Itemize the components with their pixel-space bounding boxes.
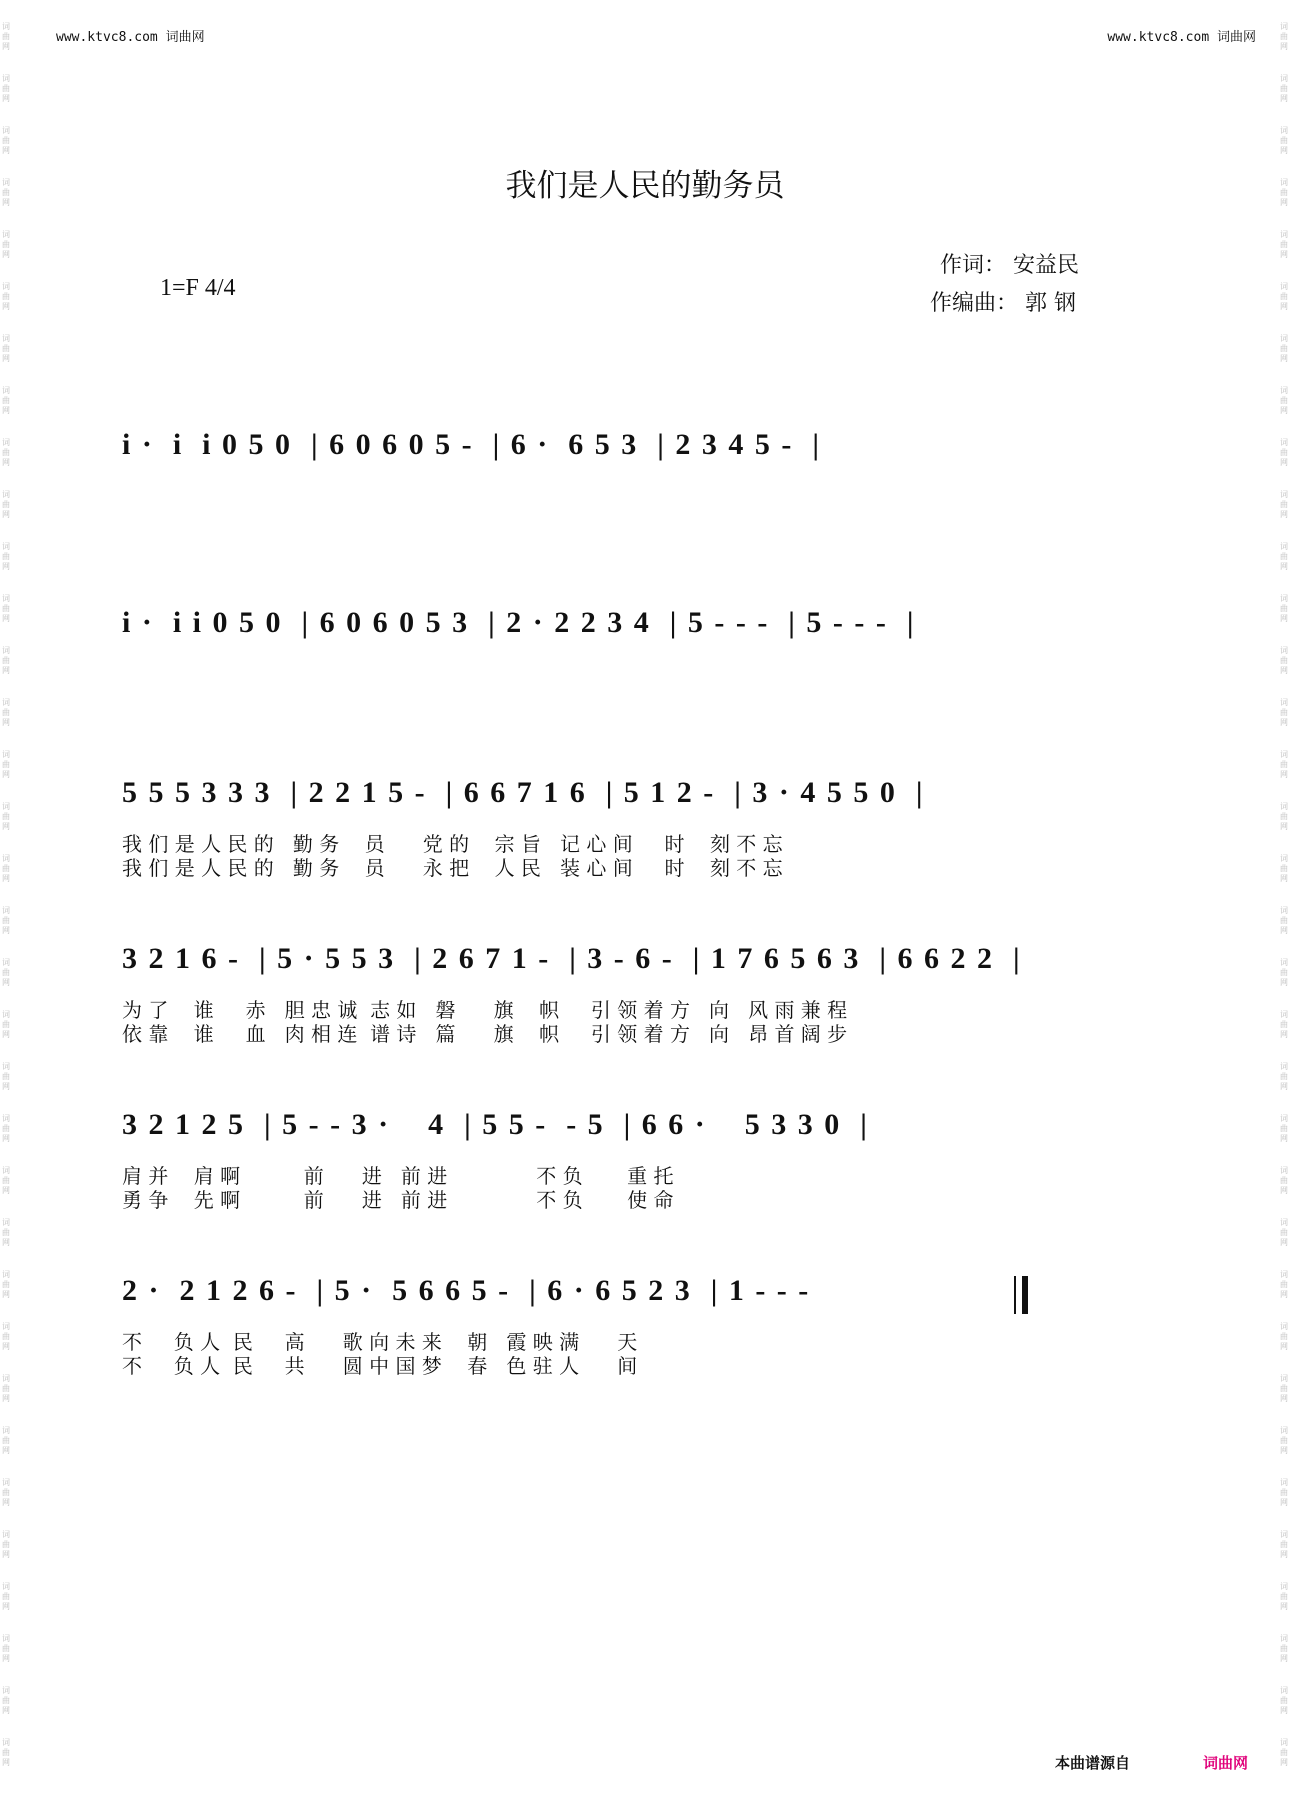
lyrics-line-5-verse-1: 肩 并 肩 啊 前 进 前 进 不 负 重 托 (122, 1164, 674, 1188)
watermark-text: 词 曲 网 (2, 1166, 10, 1195)
footer-source-text: 本曲谱源自 (1055, 1754, 1131, 1772)
lyrics-line-4-verse-1: 为 了 谁 赤 胆 忠 诚 志 如 磐 旗 帜 引 领 着 方 向 风 雨 兼 程 (122, 998, 848, 1022)
final-barline-thin (1014, 1276, 1016, 1314)
watermark-text: 词 曲 网 (1280, 646, 1288, 675)
watermark-text: 词 曲 网 (2, 1426, 10, 1455)
song-title: 我们是人民的勤务员 (505, 168, 785, 204)
lyrics-line-5-verse-2: 勇 争 先 啊 前 进 前 进 不 负 使 命 (122, 1188, 674, 1212)
watermark-text: 词 曲 网 (1280, 178, 1288, 207)
watermark-text: 词 曲 网 (1280, 126, 1288, 155)
watermark-text: 词 曲 网 (1280, 230, 1288, 259)
site-url-text: www.ktvc8.com (56, 30, 158, 45)
watermark-text: 词 曲 网 (2, 230, 10, 259)
site-url-left[interactable] (56, 26, 205, 45)
watermark-text: 词 曲 网 (2, 1634, 10, 1663)
watermark-text: 词 曲 网 (2, 1686, 10, 1715)
watermark-text: 词 曲 网 (2, 178, 10, 207)
score-line-6: 2 · 2 1 2 6 - | 5 · 5 6 6 5 - | 6 · 6 5 2 3 | 1 - - - (122, 1274, 811, 1307)
watermark-text: 词 曲 网 (1280, 1530, 1288, 1559)
watermark-text: 词 曲 网 (2, 1218, 10, 1247)
watermark-text: 词 曲 网 (2, 1374, 10, 1403)
watermark-text: 词 曲 网 (2, 334, 10, 363)
watermark-text: 词 曲 网 (1280, 854, 1288, 883)
watermark-text: 词 曲 网 (2, 958, 10, 987)
watermark-text: 词 曲 网 (1280, 594, 1288, 623)
watermark-text: 词 曲 网 (2, 750, 10, 779)
site-url-text: www.ktvc8.com (1107, 30, 1210, 45)
watermark-text: 词 曲 网 (2, 1582, 10, 1611)
watermark-text: 词 曲 网 (1280, 22, 1288, 51)
lyrics-line-3-verse-2: 我 们 是 人 民 的 勤 务 员 永 把 人 民 装 心 间 时 刻 不 忘 (122, 856, 783, 880)
final-barline-thick (1022, 1276, 1028, 1314)
watermark-text: 词 曲 网 (2, 490, 10, 519)
watermark-text: 词 曲 网 (1280, 438, 1288, 467)
watermark-text: 词 曲 网 (2, 646, 10, 675)
watermark-text: 词 曲 网 (1280, 1478, 1288, 1507)
watermark-text: 词 曲 网 (2, 438, 10, 467)
score-line-4: 3 2 1 6 - | 5 · 5 5 3 | 2 6 7 1 - | 3 - 6 - | 1 7 6 5 6 3 | 6 6 2 2 | (122, 942, 1022, 975)
watermark-text: 词 曲 网 (2, 1114, 10, 1143)
watermark-text: 词 曲 网 (1280, 1634, 1288, 1663)
watermark-text: 词 曲 网 (1280, 1270, 1288, 1299)
watermark-text: 词 曲 网 (2, 542, 10, 571)
watermark-text: 词 曲 网 (1280, 1114, 1288, 1143)
watermark-text: 词 曲 网 (2, 854, 10, 883)
watermark-text: 词 曲 网 (1280, 958, 1288, 987)
key-time-signature: 1=F 4/4 (160, 275, 236, 301)
watermark-text: 词 曲 网 (2, 906, 10, 935)
watermark-text: 词 曲 网 (2, 126, 10, 155)
watermark-text: 词 曲 网 (2, 1270, 10, 1299)
watermark-text: 词 曲 网 (1280, 1218, 1288, 1247)
watermark-text: 词 曲 网 (2, 282, 10, 311)
watermark-text: 词 曲 网 (2, 386, 10, 415)
watermark-text: 词 曲 网 (2, 22, 10, 51)
site-url-right[interactable] (1107, 26, 1256, 45)
footer-brand-link[interactable]: 词曲网 (1203, 1754, 1249, 1772)
watermark-text: 词 曲 网 (1280, 386, 1288, 415)
watermark-text: 词 曲 网 (2, 802, 10, 831)
watermark-text: 词 曲 网 (1280, 1062, 1288, 1091)
watermark-text: 词 曲 网 (1280, 490, 1288, 519)
watermark-text: 词 曲 网 (2, 1010, 10, 1039)
score-line-2: i · i i 0 5 0 | 6 0 6 0 5 3 | 2 · 2 2 3 4 | 5 - - - | 5 - - - | (122, 606, 916, 639)
watermark-text: 词 曲 网 (2, 1062, 10, 1091)
watermark-text: 词 曲 网 (1280, 1374, 1288, 1403)
watermark-text: 词 曲 网 (1280, 1686, 1288, 1715)
watermark-text: 词 曲 网 (1280, 1166, 1288, 1195)
watermark-text: 词 曲 网 (1280, 334, 1288, 363)
score-line-3: 5 5 5 3 3 3 | 2 2 1 5 - | 6 6 7 1 6 | 5 1 2 - | 3 · 4 5 5 0 | (122, 776, 925, 809)
lyricist-credit: 作词： 安益民 (940, 253, 1079, 278)
watermark-text: 词 曲 网 (2, 1738, 10, 1767)
watermark-text: 词 曲 网 (2, 594, 10, 623)
watermark-text: 词 曲 网 (1280, 802, 1288, 831)
watermark-text: 词 曲 网 (2, 1530, 10, 1559)
site-brand-text: 词曲网 (165, 30, 205, 45)
site-brand-text: 词曲网 (1216, 30, 1256, 45)
watermark-text: 词 曲 网 (1280, 74, 1288, 103)
lyrics-line-4-verse-2: 依 靠 谁 血 肉 相 连 谱 诗 篇 旗 帜 引 领 着 方 向 昂 首 阔 步 (122, 1022, 848, 1046)
watermark-text: 词 曲 网 (1280, 1426, 1288, 1455)
watermark-strip-right (1278, 0, 1290, 1804)
watermark-text: 词 曲 网 (1280, 1582, 1288, 1611)
watermark-text: 词 曲 网 (2, 1478, 10, 1507)
lyrics-line-3-verse-1: 我 们 是 人 民 的 勤 务 员 党 的 宗 旨 记 心 间 时 刻 不 忘 (122, 832, 783, 856)
watermark-strip-left (0, 0, 12, 1804)
watermark-text: 词 曲 网 (2, 698, 10, 727)
watermark-text: 词 曲 网 (1280, 906, 1288, 935)
watermark-text: 词 曲 网 (1280, 542, 1288, 571)
watermark-text: 词 曲 网 (2, 74, 10, 103)
watermark-text: 词 曲 网 (1280, 1010, 1288, 1039)
watermark-text: 词 曲 网 (2, 1322, 10, 1351)
watermark-text: 词 曲 网 (1280, 1738, 1288, 1767)
watermark-text: 词 曲 网 (1280, 750, 1288, 779)
watermark-text: 词 曲 网 (1280, 1322, 1288, 1351)
watermark-text: 词 曲 网 (1280, 698, 1288, 727)
score-line-1: i · i i 0 5 0 | 6 0 6 0 5 - | 6 · 6 5 3 | 2 3 4 5 - | (122, 428, 821, 461)
score-line-5: 3 2 1 2 5 | 5 - - 3 · 4 | 5 5 - - 5 | 6 6 · 5 3 3 0 | (122, 1108, 869, 1141)
lyrics-line-6-verse-1: 不 负 人 民 高 歌 向 未 来 朝 霞 映 满 天 (122, 1330, 638, 1354)
lyrics-line-6-verse-2: 不 负 人 民 共 圆 中 国 梦 春 色 驻 人 间 (122, 1354, 638, 1378)
composer-credit: 作编曲： 郭 钢 (930, 291, 1076, 316)
watermark-text: 词 曲 网 (1280, 282, 1288, 311)
